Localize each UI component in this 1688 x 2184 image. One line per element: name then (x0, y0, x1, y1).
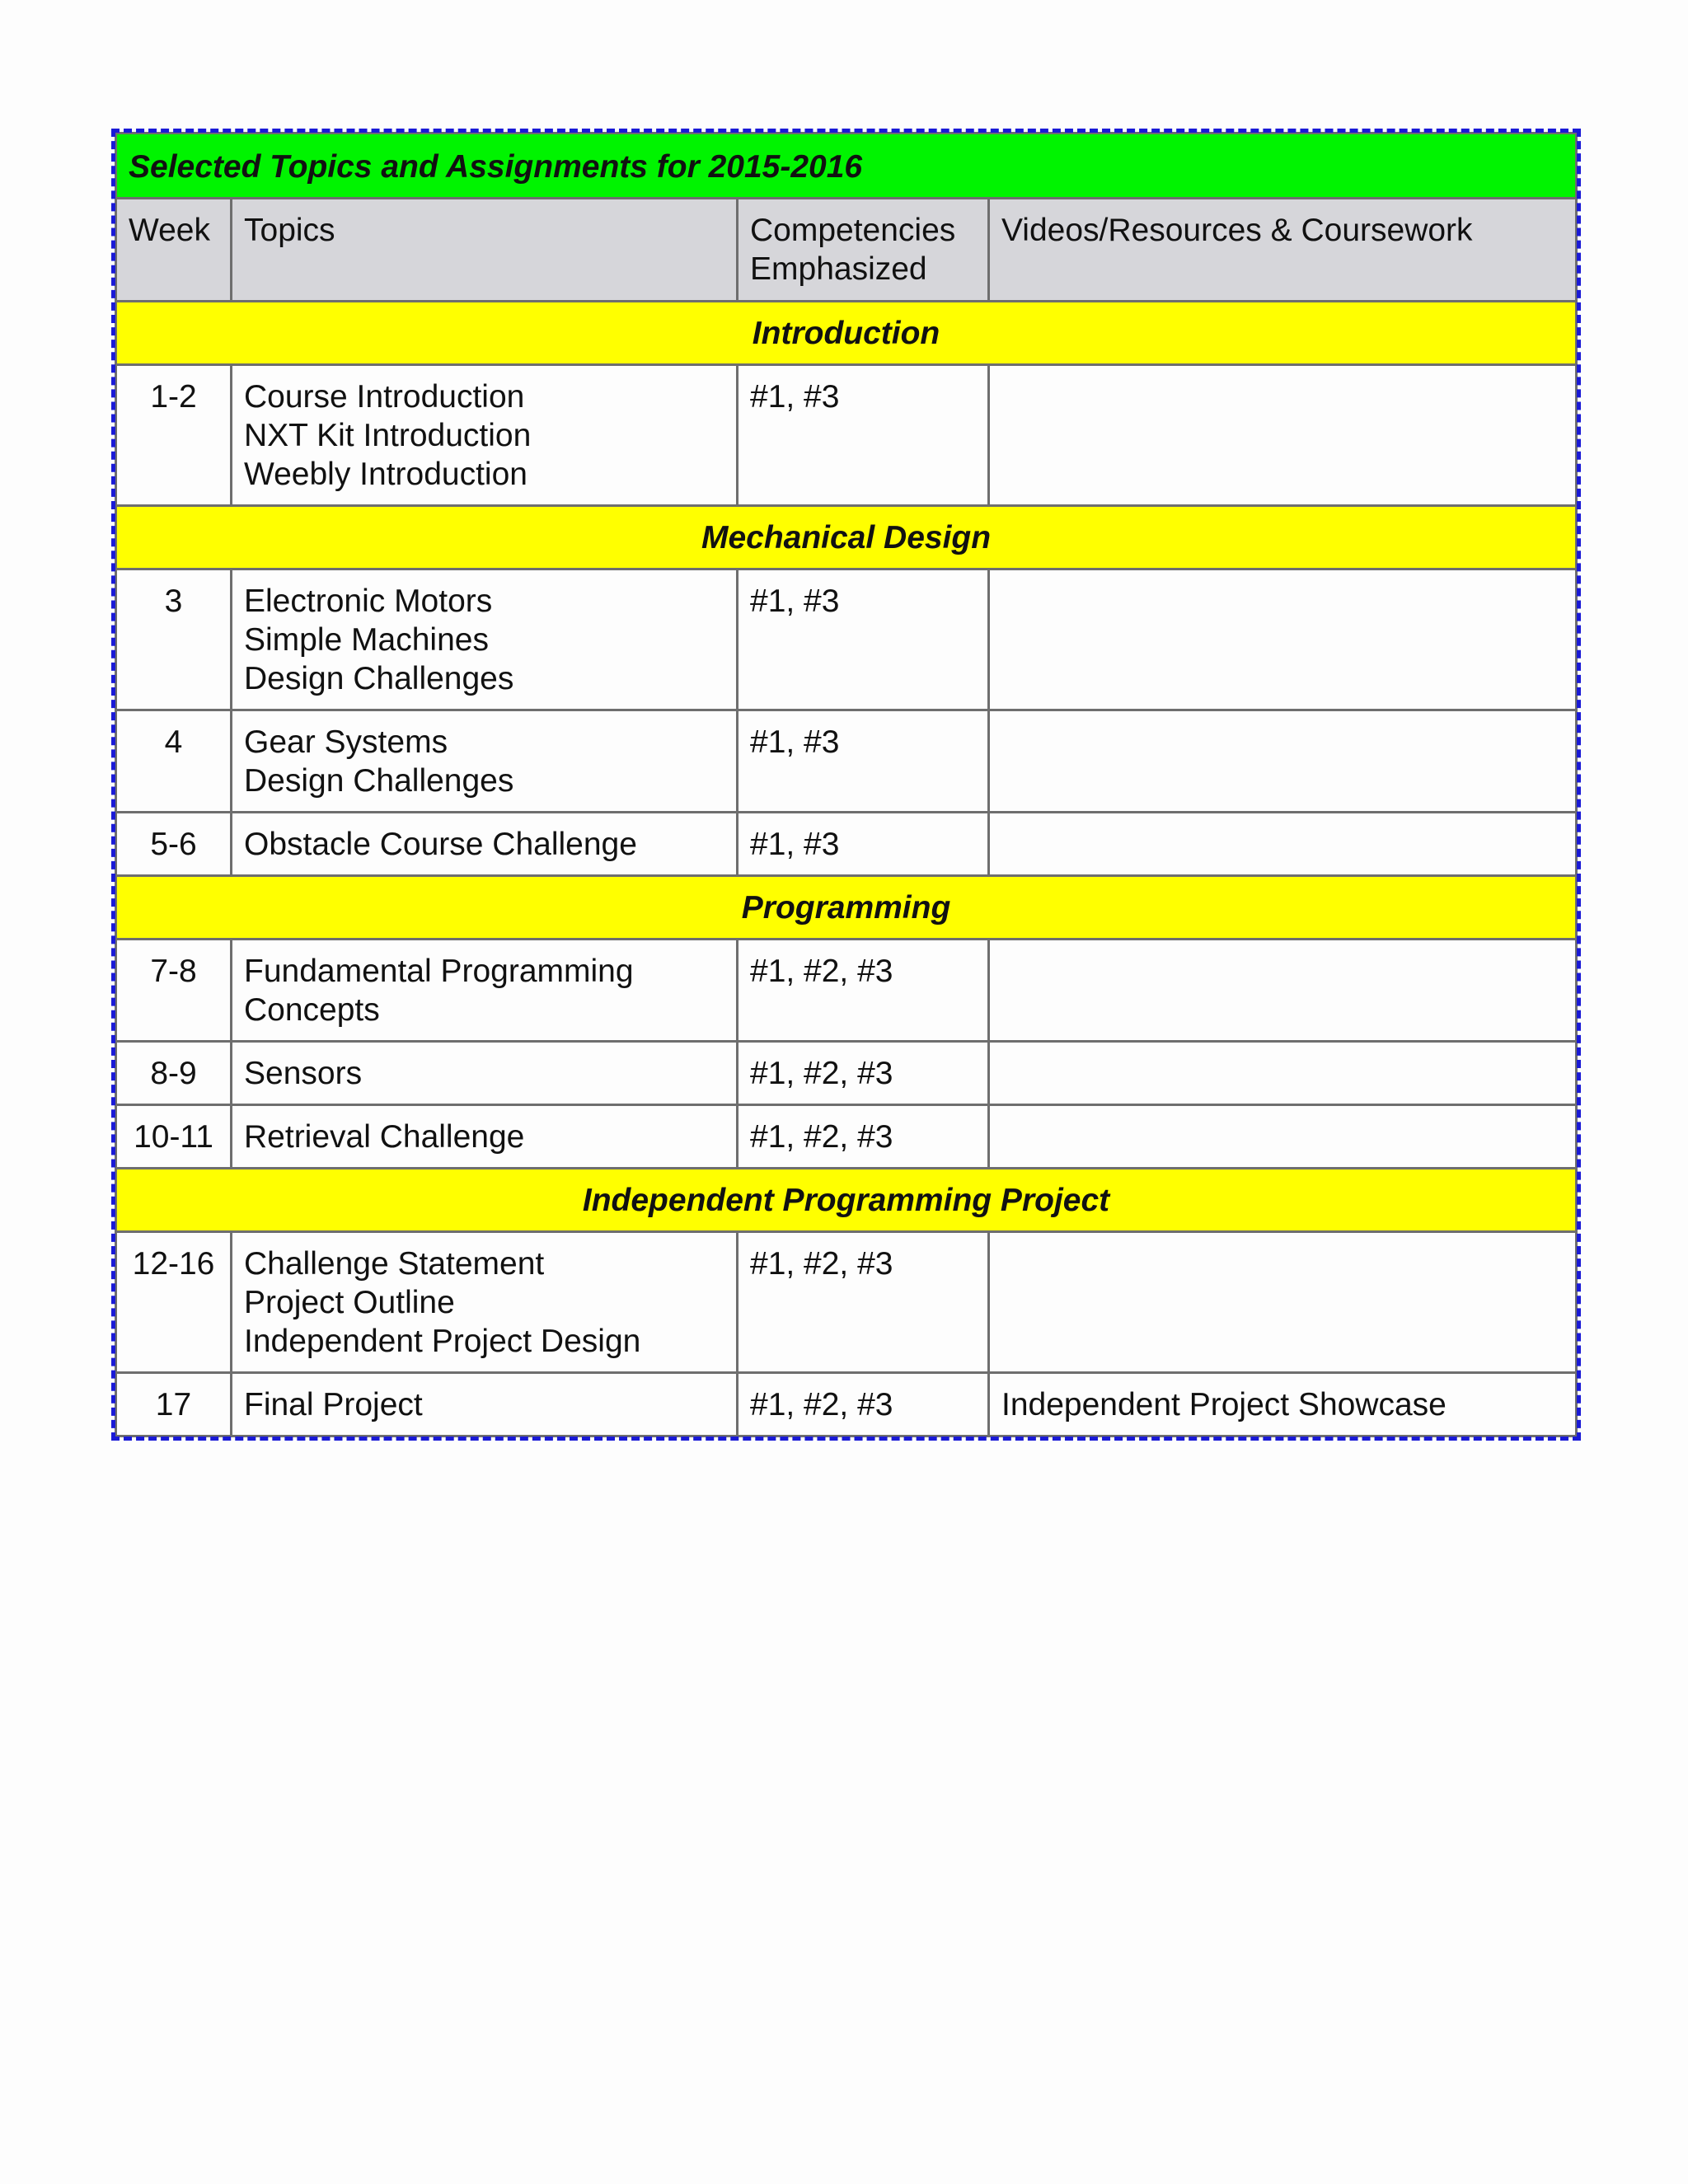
table-title: Selected Topics and Assignments for 2015-2016 (116, 134, 1577, 199)
topics-cell (232, 1232, 738, 1373)
header-competencies-line: Emphasized (750, 251, 927, 287)
week-cell: 8-9 (116, 1042, 232, 1105)
competencies-cell: #1, #2, #3 (738, 1105, 989, 1169)
topic-line: Independent Project Design (244, 1324, 641, 1359)
week-cell: 17 (116, 1373, 232, 1436)
topics-cell (232, 813, 738, 876)
competencies-cell: #1, #2, #3 (738, 1232, 989, 1373)
resources-cell (989, 1105, 1577, 1169)
topic-line: NXT Kit Introduction (244, 418, 532, 453)
competencies-cell: #1, #3 (738, 813, 989, 876)
header-competencies-line: Competencies (750, 213, 956, 248)
table-row (116, 365, 1577, 506)
table-row (116, 569, 1577, 710)
week-cell: 7-8 (116, 940, 232, 1042)
table-row (116, 1232, 1577, 1373)
section-row-mechanical-design (116, 506, 1577, 569)
competencies-cell: #1, #2, #3 (738, 1373, 989, 1436)
topic-line: Weebly Introduction (244, 457, 528, 492)
section-row-programming (116, 876, 1577, 940)
topic-line: Project Outline (244, 1285, 455, 1320)
topic-line: Design Challenges (244, 661, 514, 696)
section-title: Mechanical Design (116, 506, 1577, 569)
week-cell: 12-16 (116, 1232, 232, 1373)
header-topics: Topics (232, 199, 738, 302)
topic-line: Retrieval Challenge (244, 1119, 525, 1155)
header-week: Week (116, 199, 232, 302)
topics-cell (232, 569, 738, 710)
table-row (116, 1373, 1577, 1436)
topics-cell (232, 1105, 738, 1169)
resources-cell (989, 365, 1577, 506)
topics-assignments-table (115, 132, 1578, 1437)
resources-cell (989, 813, 1577, 876)
topic-line: Final Project (244, 1387, 423, 1422)
competencies-cell: #1, #2, #3 (738, 1042, 989, 1105)
section-row-introduction (116, 302, 1577, 365)
topic-line: Challenge Statement (244, 1246, 545, 1282)
table-row (116, 813, 1577, 876)
topic-line: Electronic Motors (244, 583, 493, 619)
resources-cell: Independent Project Showcase (989, 1373, 1577, 1436)
topic-line: Fundamental Programming (244, 954, 634, 989)
table-header-row (116, 199, 1577, 302)
table-row (116, 1105, 1577, 1169)
topic-line: Simple Machines (244, 622, 489, 658)
topics-cell (232, 940, 738, 1042)
week-cell: 5-6 (116, 813, 232, 876)
section-title: Introduction (116, 302, 1577, 365)
week-cell: 4 (116, 710, 232, 813)
competencies-cell: #1, #3 (738, 569, 989, 710)
topic-line: Design Challenges (244, 763, 514, 799)
resources-cell (989, 569, 1577, 710)
resources-cell (989, 710, 1577, 813)
section-title: Programming (116, 876, 1577, 940)
week-cell: 3 (116, 569, 232, 710)
competencies-cell: #1, #2, #3 (738, 940, 989, 1042)
table-title-row (116, 134, 1577, 199)
schedule-sheet (115, 132, 1575, 1437)
competencies-cell: #1, #3 (738, 710, 989, 813)
topic-line: Gear Systems (244, 724, 448, 760)
competencies-cell: #1, #3 (738, 365, 989, 506)
header-competencies (738, 199, 989, 302)
topic-line: Sensors (244, 1056, 363, 1091)
topic-line: Concepts (244, 992, 380, 1028)
table-row (116, 710, 1577, 813)
topics-cell (232, 365, 738, 506)
week-cell: 1-2 (116, 365, 232, 506)
week-cell: 10-11 (116, 1105, 232, 1169)
topics-cell (232, 1042, 738, 1105)
table-row (116, 1042, 1577, 1105)
resources-cell (989, 1042, 1577, 1105)
section-title: Independent Programming Project (116, 1169, 1577, 1232)
topic-line: Course Introduction (244, 379, 525, 415)
resources-cell (989, 940, 1577, 1042)
topic-line: Obstacle Course Challenge (244, 827, 637, 862)
header-resources: Videos/Resources & Coursework (989, 199, 1577, 302)
resources-cell (989, 1232, 1577, 1373)
topics-cell (232, 710, 738, 813)
topics-cell (232, 1373, 738, 1436)
section-row-independent-programming-project (116, 1169, 1577, 1232)
table-row (116, 940, 1577, 1042)
